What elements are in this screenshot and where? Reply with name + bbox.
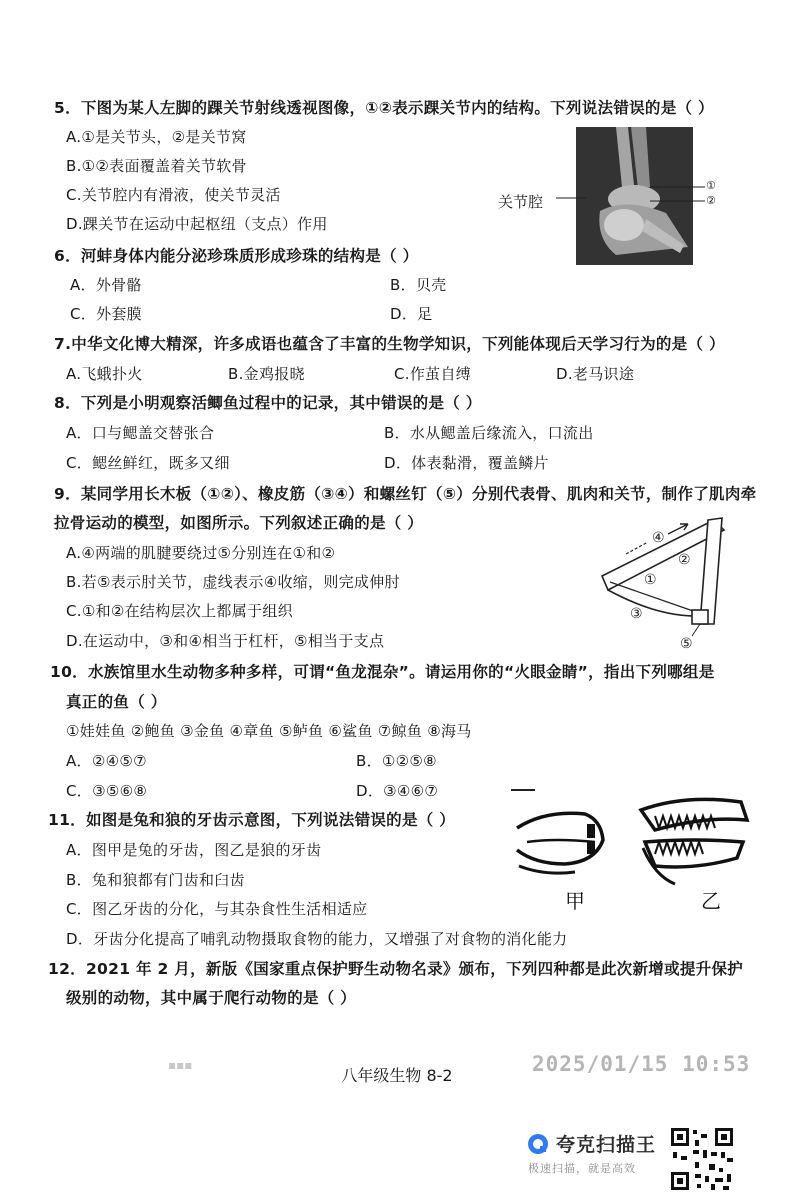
brand-slogan: 极速扫描，就是高效 <box>528 1162 636 1175</box>
faint-scan-mark: ▪▪▪ <box>168 1058 193 1072</box>
q9-option-a: A.④两端的肌腱要绕过⑤分别连在①和② <box>66 544 336 562</box>
q8-stem: 8．下列是小明观察活鲫鱼过程中的记录，其中错误的是（ ） <box>54 394 482 412</box>
joint-cavity-label: 关节腔 <box>498 193 544 211</box>
xray-pointer-lines <box>550 178 710 218</box>
q8-option-b: B．水从鳃盖后缘流入，口流出 <box>384 424 594 442</box>
q6-option-c: C．外套膜 <box>70 305 142 323</box>
q8-option-a: A．口与鳃盖交替张合 <box>66 424 215 442</box>
q11-stem: 11．如图是兔和狼的牙齿示意图，下列说法错误的是（ ） <box>48 811 456 829</box>
q9-option-b: B.若⑤表示肘关节，虚线表示④收缩，则完成伸肘 <box>66 573 400 591</box>
brand-logo-icon <box>526 1132 550 1156</box>
q7-option-b: B.金鸡报晓 <box>228 365 305 383</box>
model-label-3: ③ <box>630 606 643 622</box>
q12-stem-line2: 级别的动物，其中属于爬行动物的是（ ） <box>66 989 357 1007</box>
teeth-label-a: 甲 <box>565 889 585 913</box>
q11-option-d: D．牙齿分化提高了哺乳动物摄取食物的能力，又增强了对食物的消化能力 <box>66 930 568 948</box>
q8-option-d: D．体表黏滑，覆盖鳞片 <box>384 454 549 472</box>
q9-option-d: D.在运动中，③和④相当于杠杆，⑤相当于支点 <box>66 632 385 650</box>
q6-option-a: A．外骨骼 <box>70 276 142 294</box>
q5-stem: 5．下图为某人左脚的踝关节射线透视图像，①②表示踝关节内的结构。下列说法错误的是（ ） <box>54 99 714 117</box>
teeth-label-b: 乙 <box>701 889 721 913</box>
q9-stem-line1: 9．某同学用长木板（①②）、橡皮筋（③④）和螺丝钉（⑤）分别代表骨、肌肉和关节，制作了肌肉牵 <box>54 485 757 503</box>
q10-stem-line1: 10．水族馆里水生动物多种多样，可谓“鱼龙混杂”。请运用你的“火眼金睛”，指出下列哪组是 <box>50 663 715 681</box>
page-footer-title: 八年级生物 8-2 <box>341 1066 453 1085</box>
q10-option-b: B．①②⑤⑧ <box>356 752 437 770</box>
q7-option-a: A.飞蛾扑火 <box>66 365 143 383</box>
q7-option-c: C.作茧自缚 <box>394 365 472 383</box>
q11-option-a: A．图甲是兔的牙齿，图乙是狼的牙齿 <box>66 841 322 859</box>
q6-option-d: D．足 <box>390 305 433 323</box>
q5-option-d: D.踝关节在运动中起枢纽（支点）作用 <box>66 215 328 233</box>
brand-name: 夸克扫描王 <box>556 1134 657 1156</box>
q5-option-a: A.①是关节头，②是关节窝 <box>66 128 247 146</box>
qr-code-icon <box>669 1126 735 1192</box>
teeth-diagram <box>505 780 755 920</box>
q10-option-c: C．③⑤⑥⑧ <box>66 782 148 800</box>
model-label-1: ① <box>644 572 657 588</box>
q10-option-d: D．③④⑥⑦ <box>356 782 439 800</box>
model-label-4: ④ <box>652 530 665 546</box>
q11-option-b: B．兔和狼都有门齿和臼齿 <box>66 871 245 889</box>
q10-items: ①娃娃鱼 ②鲍鱼 ③金鱼 ④章鱼 ⑤鲈鱼 ⑥鲨鱼 ⑦鲸鱼 ⑧海马 <box>66 722 472 740</box>
q12-stem-line1: 12．2021 年 2 月，新版《国家重点保护野生动物名录》颁布，下列四种都是此次新增或提升保护 <box>48 960 744 978</box>
q9-stem-line2: 拉骨运动的模型，如图所示。下列叙述正确的是（ ） <box>54 514 424 532</box>
q8-option-c: C．鳃丝鲜红，既多又细 <box>66 454 230 472</box>
q7-option-d: D.老马识途 <box>556 365 635 383</box>
q9-option-c: C.①和②在结构层次上都属于组织 <box>66 602 293 620</box>
xray-label-2: ② <box>706 194 716 207</box>
q6-option-b: B．贝壳 <box>390 276 447 294</box>
q10-stem-line2: 真正的鱼（ ） <box>66 693 167 711</box>
q10-option-a: A．②④⑤⑦ <box>66 752 147 770</box>
q6-stem: 6．河蚌身体内能分泌珍珠质形成珍珠的结构是（ ） <box>54 247 419 265</box>
q11-option-c: C．图乙牙齿的分化，与其杂食性生活相适应 <box>66 900 368 918</box>
xray-label-1: ① <box>706 179 716 192</box>
q5-option-b: B.①②表面覆盖着关节软骨 <box>66 157 247 175</box>
model-label-2: ② <box>678 552 691 568</box>
muscle-model-diagram <box>596 512 736 654</box>
q5-option-c: C.关节腔内有滑液，使关节灵活 <box>66 186 281 204</box>
scan-timestamp: 2025/01/15 10:53 <box>532 1052 751 1076</box>
model-label-5: ⑤ <box>680 636 693 652</box>
scanner-brand <box>522 1128 672 1184</box>
q7-stem: 7.中华文化博大精深，许多成语也蕴含了丰富的生物学知识，下列能体现后天学习行为的是（ ） <box>54 335 725 353</box>
